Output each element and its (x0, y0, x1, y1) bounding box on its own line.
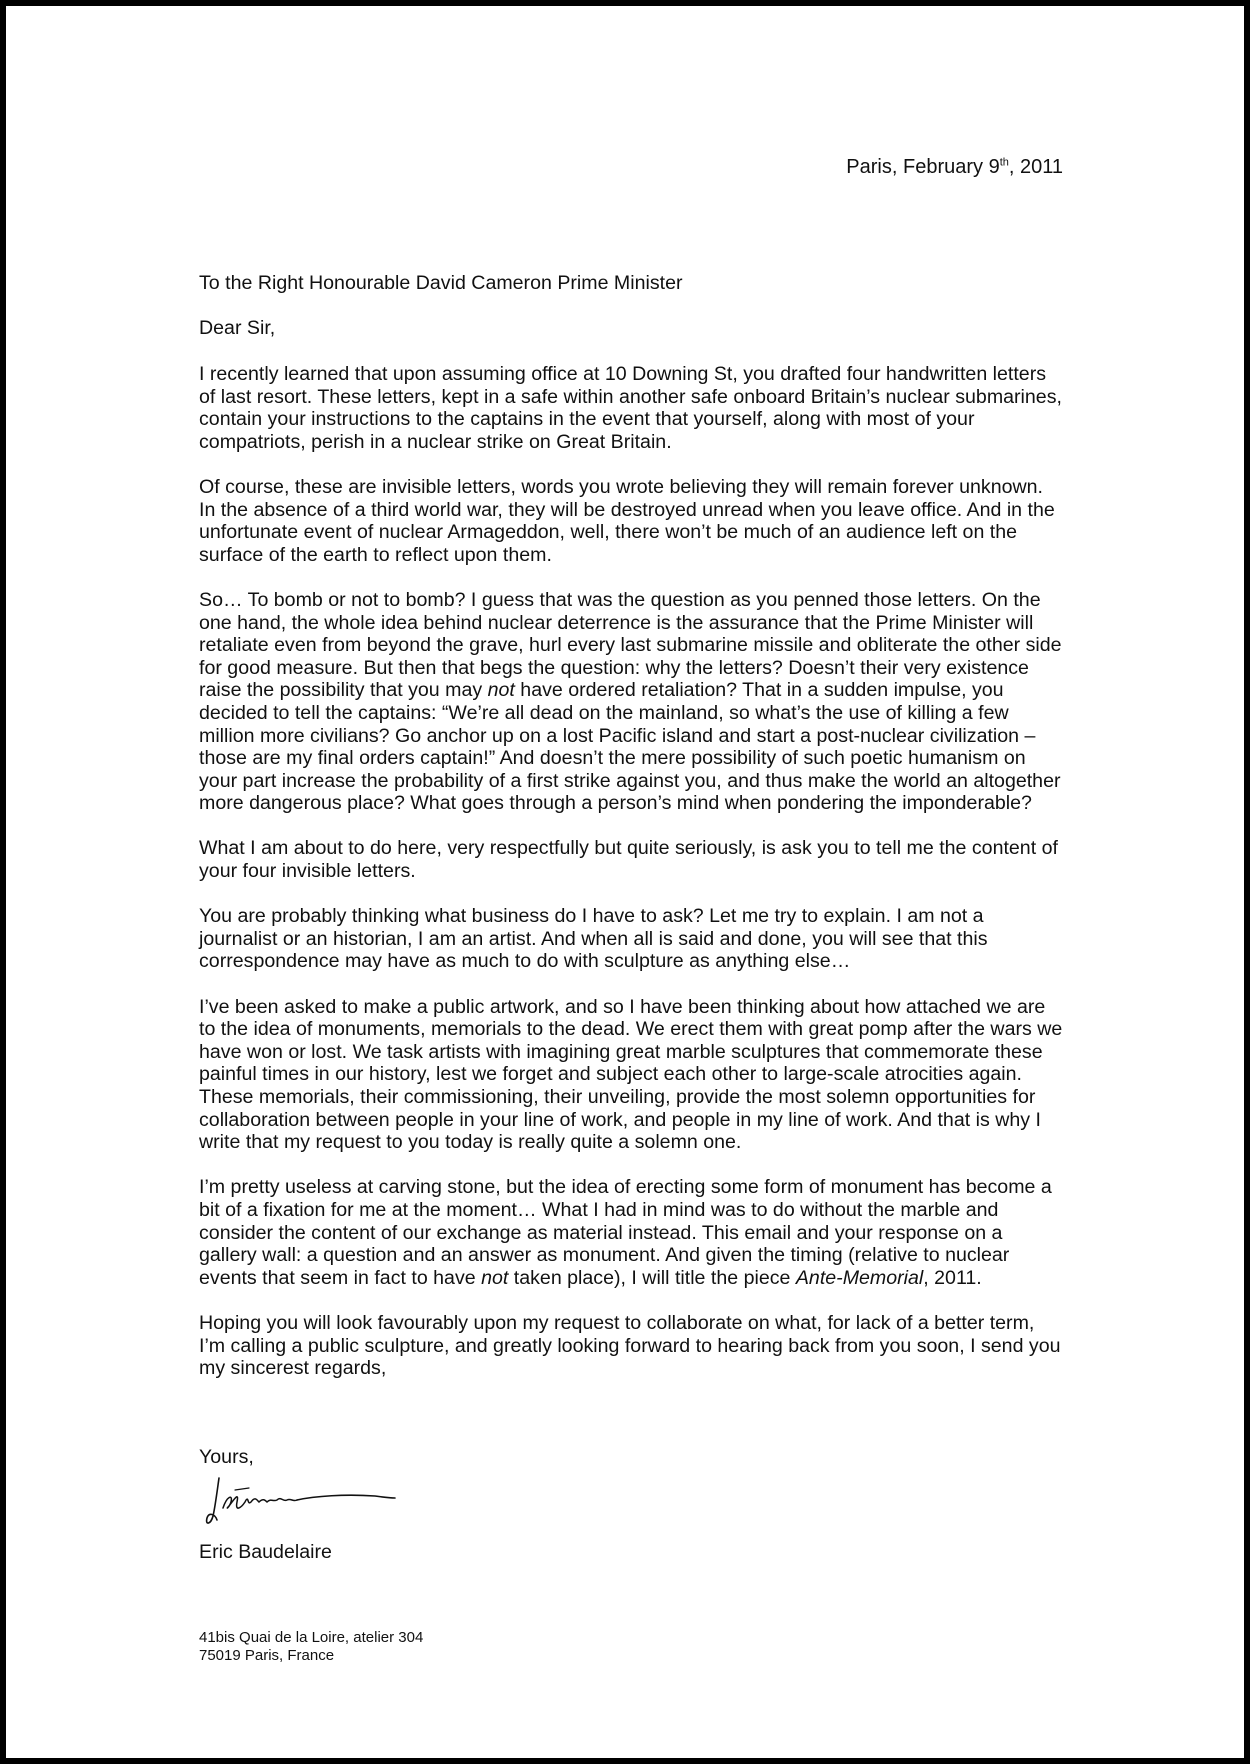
paragraph-1: I recently learned that upon assuming office at 10 Downing St, you drafted four handwritten letters of last resort. These letters, kept in a safe within another safe onboard Britain’s nuclear submarines, contain your instructions to the captains in the event that yourself, along with most of your compatriots, perish in a nuclear strike on Great Britain. (199, 363, 1062, 453)
paragraph-6: I’ve been asked to make a public artwork, and so I have been thinking about how attached we are to the idea of monuments, memorials to the dead. We erect them with great pomp after the wars we have won or lost. We task artists with imagining great marble sculptures that commemorate these painful times in our history, lest we forget and subject each other to large-scale atrocities again. These memorials, their commissioning, their unveiling, provide the most solemn opportunities for collaboration between people in your line of work, and people in my line of work. And that is why I write that my request to you today is really quite a solemn one. (199, 995, 1063, 1154)
closing: Yours, (199, 1446, 254, 1468)
letter-date (846, 156, 1063, 179)
handwritten-signature (205, 1472, 405, 1536)
addressee: To the Right Honourable David Cameron Prime Minister (199, 272, 683, 294)
address-line-2: 75019 Paris, France (199, 1647, 335, 1664)
letter-body (199, 363, 1063, 1402)
date-text: Paris, February 9 (846, 156, 1000, 178)
paragraph-8: Hoping you will look favourably upon my request to collaborate on what, for lack of a better term, I’m calling a public sculpture, and greatly looking forward to hearing back from you soon, I send you my sincerest regards, (199, 1311, 1061, 1380)
paragraph-7: I’m pretty useless at carving stone, but the idea of erecting some form of monument has become a bit of a fixation for me at the moment… What I had in mind was to do without the marble and consider the content of our exchange as material instead. This email and your response on a gallery wall: a question and an answer as monument. And given the timing (relative to nuclear events that seem in fact to have not taken place), I will title the piece Ante-Memorial, 2011. (199, 1176, 1052, 1289)
signer-name: Eric Baudelaire (199, 1541, 332, 1563)
paragraph-3: So… To bomb or not to bomb? I guess that was the question as you penned those letters. On the one hand, the whole idea behind nuclear deterrence is the assurance that the Prime Minister will retaliate even from beyond the grave, hurl every last submarine missile and obliterate the other side for good measure. But then that begs the question: why the letters? Doesn’t their very existence raise the possibility that you may not have ordered retaliation? That in a sudden impulse, you decided to tell the captains: “We’re all dead on the mainland, so what’s the use of killing a few million more civilians? Go anchor up on a lost Pacific island and start a post-nuclear civilization – those are my final orders captain!” And doesn’t the mere possibility of such poetic humanism on your part increase the probability of a first strike against you, and thus make the world an altogether more dangerous place? What goes through a person’s mind when pondering the imponderable? (199, 588, 1062, 815)
address-line-1: 41bis Quai de la Loire, atelier 304 (199, 1629, 424, 1646)
paragraph-4: What I am about to do here, very respectfully but quite seriously, is ask you to tell me the content of your four invisible letters. (199, 837, 1058, 883)
paragraph-5: You are probably thinking what business do I have to ask? Let me try to explain. I am not a journalist or an historian, I am an artist. And when all is said and done, you will see that this correspondence may have as much to do with sculpture as anything else… (199, 905, 988, 973)
salutation: Dear Sir, (199, 317, 276, 339)
date-suffix: th (999, 156, 1009, 169)
sender-address (199, 1629, 423, 1665)
paragraph-2: Of course, these are invisible letters, words you wrote believing they will remain forever unknown. In the absence of a third world war, they will be destroyed unread when you leave office. And in the unfortunate event of nuclear Armageddon, well, there won’t be much of an audience left on the surface of the earth to reflect upon them. (199, 475, 1055, 566)
date-year: , 2011 (1008, 156, 1063, 178)
